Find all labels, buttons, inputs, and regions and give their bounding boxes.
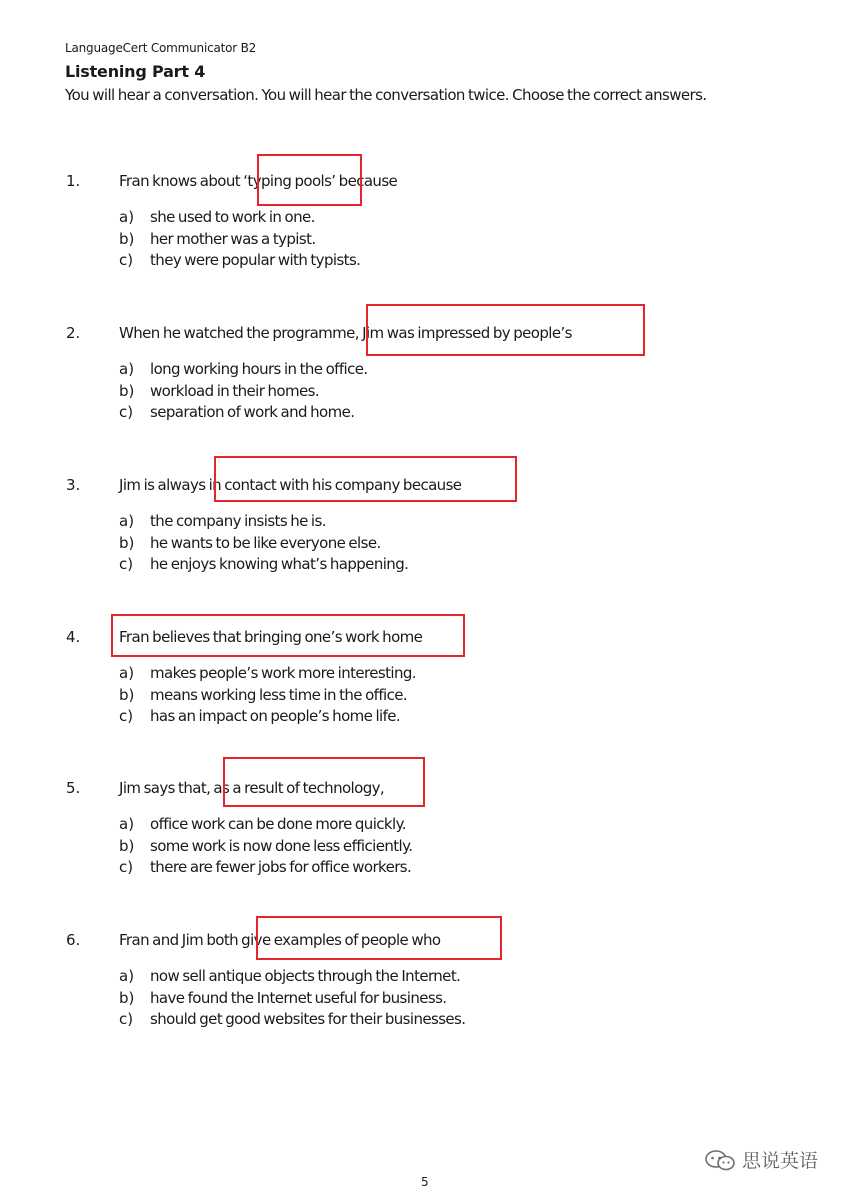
option-b[interactable]: b) her mother was a typist. — [119, 229, 316, 248]
highlight-box-q4 — [111, 614, 465, 657]
highlight-box-q2 — [366, 304, 645, 356]
question-number: 6. — [66, 931, 81, 949]
highlight-box-q6 — [256, 916, 502, 960]
option-a[interactable]: a) the company insists he is. — [119, 512, 326, 530]
option-c[interactable]: c) they were popular with typists. — [119, 251, 361, 269]
option-b[interactable]: b) some work is now done less efficiently. — [119, 836, 413, 855]
option-list — [119, 208, 360, 273]
highlight-box-q3 — [214, 456, 517, 502]
option-c[interactable]: c) has an impact on people’s home life. — [119, 707, 401, 725]
option-a[interactable]: a) now sell antique objects through the Internet. — [119, 967, 461, 985]
question-stem: Jim says that, as a result of technology, — [119, 779, 385, 797]
question-number: 5. — [66, 779, 81, 797]
option-c[interactable]: c) separation of work and home. — [119, 403, 355, 421]
option-a[interactable]: a) she used to work in one. — [119, 208, 315, 226]
option-a[interactable]: a) makes people’s work more interesting. — [119, 664, 416, 682]
question-number: 3. — [66, 476, 81, 494]
option-c[interactable]: c) there are fewer jobs for office workers. — [119, 858, 412, 876]
header-exam: LanguageCert Communicator B2 — [65, 41, 257, 55]
question-stem: Jim is always in contact with his company because — [119, 476, 462, 494]
question-stem: Fran believes that bringing one’s work home — [119, 628, 423, 646]
question-stem: Fran and Jim both give examples of people who — [119, 931, 441, 949]
wechat-icon — [704, 1149, 736, 1171]
watermark-text: 思说英语 — [742, 1150, 819, 1172]
option-c[interactable]: c) he enjoys knowing what’s happening. — [119, 555, 409, 573]
option-list — [119, 512, 408, 577]
option-c[interactable]: c) should get good websites for their businesses. — [119, 1010, 466, 1028]
highlight-box-q5 — [223, 757, 425, 807]
option-list — [119, 815, 412, 880]
page-number: 5 — [421, 1175, 429, 1189]
highlight-box-q1 — [257, 154, 362, 206]
option-b[interactable]: b) means working less time in the office. — [119, 685, 408, 704]
option-b[interactable]: b) workload in their homes. — [119, 381, 319, 400]
option-a[interactable]: a) long working hours in the office. — [119, 360, 368, 378]
question-stem: When he watched the programme, Jim was impressed by people’s — [119, 324, 572, 342]
question-stem: Fran knows about ‘typing pools’ because — [119, 172, 398, 190]
option-list — [119, 967, 465, 1032]
option-a[interactable]: a) office work can be done more quickly. — [119, 815, 406, 833]
option-b[interactable]: b) have found the Internet useful for business. — [119, 988, 447, 1007]
question-number: 1. — [66, 172, 81, 190]
instructions: You will hear a conversation. You will hear the conversation twice. Choose the correct answers. — [65, 86, 707, 104]
page-title: Listening Part 4 — [65, 62, 206, 81]
question-number: 2. — [66, 324, 81, 342]
option-list — [119, 664, 416, 729]
option-list — [119, 360, 368, 425]
option-b[interactable]: b) he wants to be like everyone else. — [119, 533, 381, 552]
question-number: 4. — [66, 628, 81, 646]
watermark — [704, 1146, 818, 1173]
